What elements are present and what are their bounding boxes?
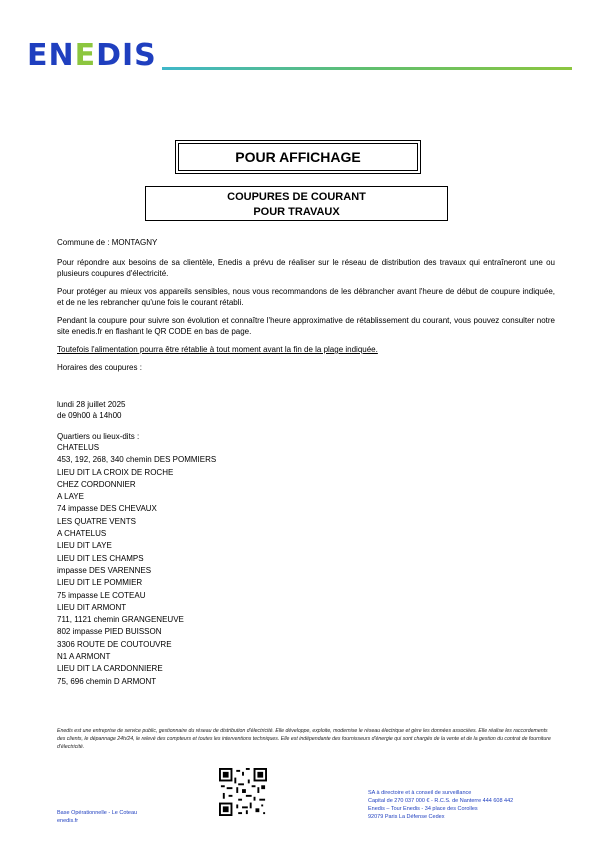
horaires-label: Horaires des coupures : (57, 363, 142, 372)
commune: Commune de : MONTAGNY (57, 238, 158, 247)
notice-body (57, 237, 555, 688)
footer-left (57, 809, 137, 825)
time: de 09h00 à 14h00 (57, 411, 122, 420)
title-line2: POUR TRAVAUX (253, 206, 340, 218)
location-item: 75, 696 chemin D ARMONT (57, 676, 157, 686)
footer-legal-4: 92079 Paris La Défense Cedex (368, 814, 445, 820)
location-item: LES QUATRE VENTS (57, 516, 136, 526)
location-item: LIEU DIT LE POMMIER (57, 578, 143, 588)
location-list (57, 442, 555, 688)
title-box (145, 186, 448, 221)
location-item: 453, 192, 268, 340 chemin DES POMMIERS (57, 455, 217, 465)
paragraph-4: Toutefois l'alimentation pourra être rétablie à tout moment avant la fin de la plage indiquée. (57, 345, 378, 354)
location-item: CHATELUS (57, 443, 100, 452)
footer-website-link[interactable]: enedis.fr (57, 818, 79, 824)
location-item: 74 impasse DES CHEVAUX (57, 504, 157, 514)
location-item: N1 A ARMONT (57, 652, 111, 662)
location-item: impasse DES VARENNES (57, 565, 152, 575)
footer-right (368, 789, 513, 821)
enedis-logo: ENEDIS (27, 38, 157, 73)
location-item: CHEZ CORDONNIER (57, 479, 136, 489)
location-item: A LAYE (57, 492, 84, 502)
location-item: 802 impasse PIED BUISSON (57, 627, 162, 637)
header-rule (162, 67, 572, 70)
qr-code[interactable] (219, 768, 267, 816)
location-item: LIEU DIT LES CHAMPS (57, 553, 144, 563)
pour-affichage-box: POUR AFFICHAGE (178, 143, 418, 171)
location-item: 711, 1121 chemin GRANGENEUVE (57, 615, 184, 625)
quartiers-label: Quartiers ou lieux-dits : (57, 432, 140, 441)
paragraph-1: Pour répondre aux besoins de sa clientèle, Enedis a prévu de réaliser sur le réseau de distribution des travaux qui entraîneront une ou plusieurs coupures d'électricité. (57, 258, 555, 278)
location-item: LIEU DIT ARMONT (57, 602, 127, 612)
footer-legal-3: Enedis – Tour Enedis - 34 place des Corolles (368, 806, 478, 812)
location-item: 75 impasse LE COTEAU (57, 590, 146, 600)
footer-legal-2: Capital de 270 037 000 € - R.C.S. de Nanterre 444 608 442 (368, 798, 514, 804)
disclaimer: Enedis est une entreprise de service public, gestionnaire du réseau de distribution d'électricité. Elle développe, exploite, modernise le réseau électrique et gère les données associées. Elle réalise les raccordements des clients, le dépannage 24h/24, le relevé des compteurs et toutes les interventions techniques. Elle est indépendante des fournisseurs d'énergie qui sont chargés de la vente et de la gestion du contrat de fourniture d'électricité. (57, 728, 551, 750)
paragraph-3: Pendant la coupure pour suivre son évolution et connaître l'heure approximative de rétablissement du courant, vous pouvez consulter notre site enedis.fr en flashant le QR CODE en bas de page. (57, 316, 555, 336)
paragraph-2: Pour protéger au mieux vos appareils sensibles, nous vous recommandons de les débrancher avant l'heure de début de coupure indiquée, et de ne les rebrancher qu'une fois le courant rétabli. (57, 287, 555, 307)
footer-base: Base Opérationnelle - Le Coteau (57, 810, 138, 816)
location-item: A CHATELUS (57, 529, 107, 539)
title-line1: COUPURES DE COURANT (227, 191, 366, 203)
location-item: LIEU DIT LAYE (57, 541, 112, 551)
date: lundi 28 juillet 2025 (57, 400, 126, 409)
footer-legal-1: SA à directoire et à conseil de surveillance (368, 790, 472, 796)
location-item: LIEU DIT LA CARDONNIERE (57, 664, 163, 674)
location-item: 3306 ROUTE DE COUTOUVRE (57, 639, 172, 649)
location-item: LIEU DIT LA CROIX DE ROCHE (57, 467, 174, 477)
